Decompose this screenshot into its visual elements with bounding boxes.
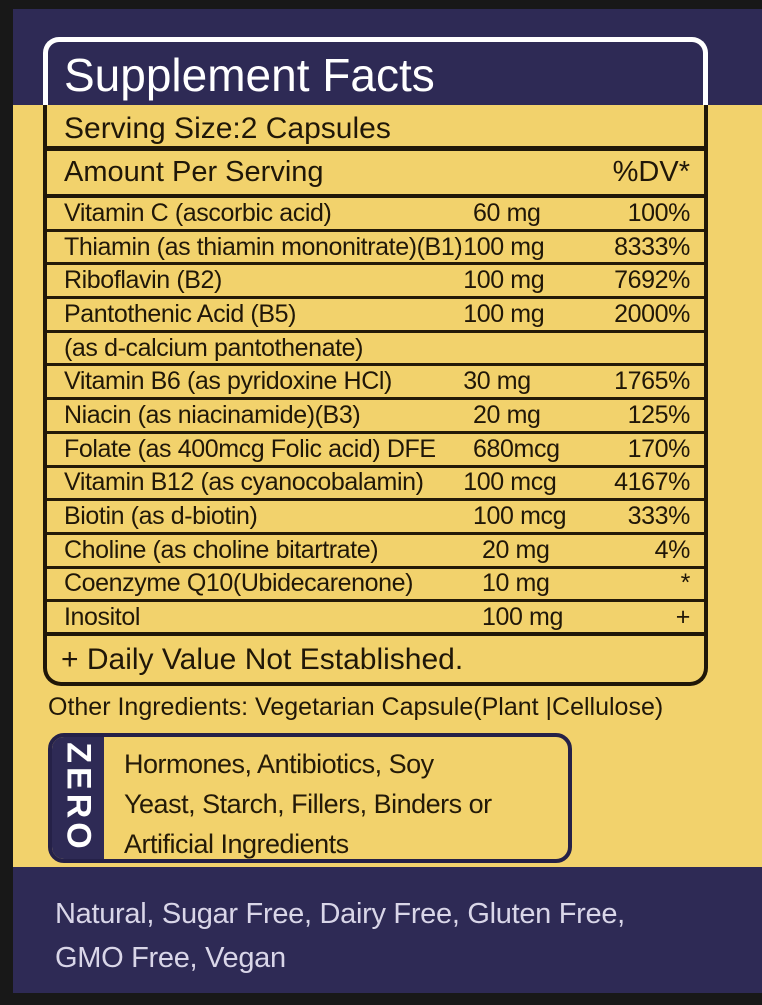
table-row <box>47 198 704 232</box>
nutrient-name: Vitamin B12 (as cyanocobalamin) <box>64 468 424 497</box>
nutrient-name: Choline (as choline bitartrate) <box>64 535 379 564</box>
nutrient-amount: 30 mg <box>463 367 531 396</box>
header-percent-dv: %DV* <box>612 156 690 188</box>
supplement-facts-panel <box>43 105 708 686</box>
table-header <box>47 151 704 198</box>
table-row <box>47 468 704 502</box>
title-box <box>43 37 708 105</box>
nutrient-amount: 100 mcg <box>463 468 557 497</box>
nutrient-name: Thiamin (as thiamin mononitrate)(B1) <box>64 232 463 261</box>
nutrient-amount: 680mcg <box>473 434 560 463</box>
zero-line: Artificial Ingredients <box>124 828 349 859</box>
other-ingredients: Other Ingredients: Vegetarian Capsule(Plant |Cellulose) <box>48 692 664 721</box>
nutrient-amount: 60 mg <box>473 198 541 227</box>
nutrient-amount: 10 mg <box>482 569 550 598</box>
nutrient-dv: 4% <box>654 535 690 564</box>
nutrient-dv: 2000% <box>614 299 690 328</box>
nutrient-amount: 100 mg <box>463 232 545 261</box>
zero-line: Yeast, Starch, Fillers, Binders or <box>124 788 492 819</box>
nutrient-dv: * <box>680 569 690 598</box>
title-band <box>13 9 762 105</box>
table-row <box>47 602 704 636</box>
table-row <box>47 366 704 400</box>
nutrient-amount: 100 mg <box>482 602 563 631</box>
table-row <box>47 501 704 535</box>
nutrient-amount: 100 mg <box>463 299 545 328</box>
bottom-banner-text: Natural, Sugar Free, Dairy Free, Gluten Free, GMO Free, Vegan <box>55 898 625 974</box>
table-row <box>47 232 704 266</box>
table-row <box>47 434 704 468</box>
nutrient-name: Vitamin C (ascorbic acid) <box>64 198 332 227</box>
nutrient-dv: 333% <box>627 502 690 531</box>
nutrient-dv: 170% <box>627 434 690 463</box>
nutrient-dv: 125% <box>627 400 690 429</box>
nutrient-name: Coenzyme Q10(Ubidecarenone) <box>64 569 414 598</box>
zero-label: ZERO <box>59 742 98 854</box>
table-row <box>47 400 704 434</box>
zero-items <box>104 737 492 859</box>
nutrient-amount: 100 mcg <box>473 502 567 531</box>
table-row <box>47 333 704 367</box>
nutrient-name: (as d-calcium pantothenate) <box>64 333 364 362</box>
serving-size: Serving Size:2 Capsules <box>47 105 704 151</box>
nutrient-name: Niacin (as niacinamide)(B3) <box>64 400 361 429</box>
nutrient-dv: 4167% <box>614 468 690 497</box>
nutrient-name: Vitamin B6 (as pyridoxine HCl) <box>64 367 392 396</box>
nutrient-dv: 1765% <box>614 367 690 396</box>
zero-vertical-strip <box>52 737 104 859</box>
nutrient-name: Pantothenic Acid (B5) <box>64 299 297 328</box>
nutrient-name: Folate (as 400mcg Folic acid) DFE <box>64 434 436 463</box>
nutrient-dv: 8333% <box>614 232 690 261</box>
nutrient-dv: 7692% <box>614 266 690 295</box>
supplement-label <box>13 9 762 993</box>
table-row <box>47 569 704 603</box>
page-title: Supplement Facts <box>64 48 435 101</box>
header-amount-per-serving: Amount Per Serving <box>64 156 324 188</box>
bottom-banner <box>13 867 762 993</box>
table-row <box>47 535 704 569</box>
zero-callout-box <box>48 733 572 863</box>
table-row <box>47 265 704 299</box>
nutrient-name: Riboflavin (B2) <box>64 266 222 295</box>
nutrient-dv: + <box>675 602 690 631</box>
nutrient-name: Inositol <box>64 602 141 631</box>
dv-footnote: + Daily Value Not Established. <box>61 642 464 676</box>
zero-line: Hormones, Antibiotics, Soy <box>124 748 434 779</box>
nutrient-amount: 100 mg <box>463 266 545 295</box>
nutrient-amount: 20 mg <box>482 535 550 564</box>
table-row <box>47 299 704 333</box>
nutrient-name: Biotin (as d-biotin) <box>64 502 258 531</box>
nutrient-dv: 100% <box>627 198 690 227</box>
nutrient-amount: 20 mg <box>473 400 541 429</box>
